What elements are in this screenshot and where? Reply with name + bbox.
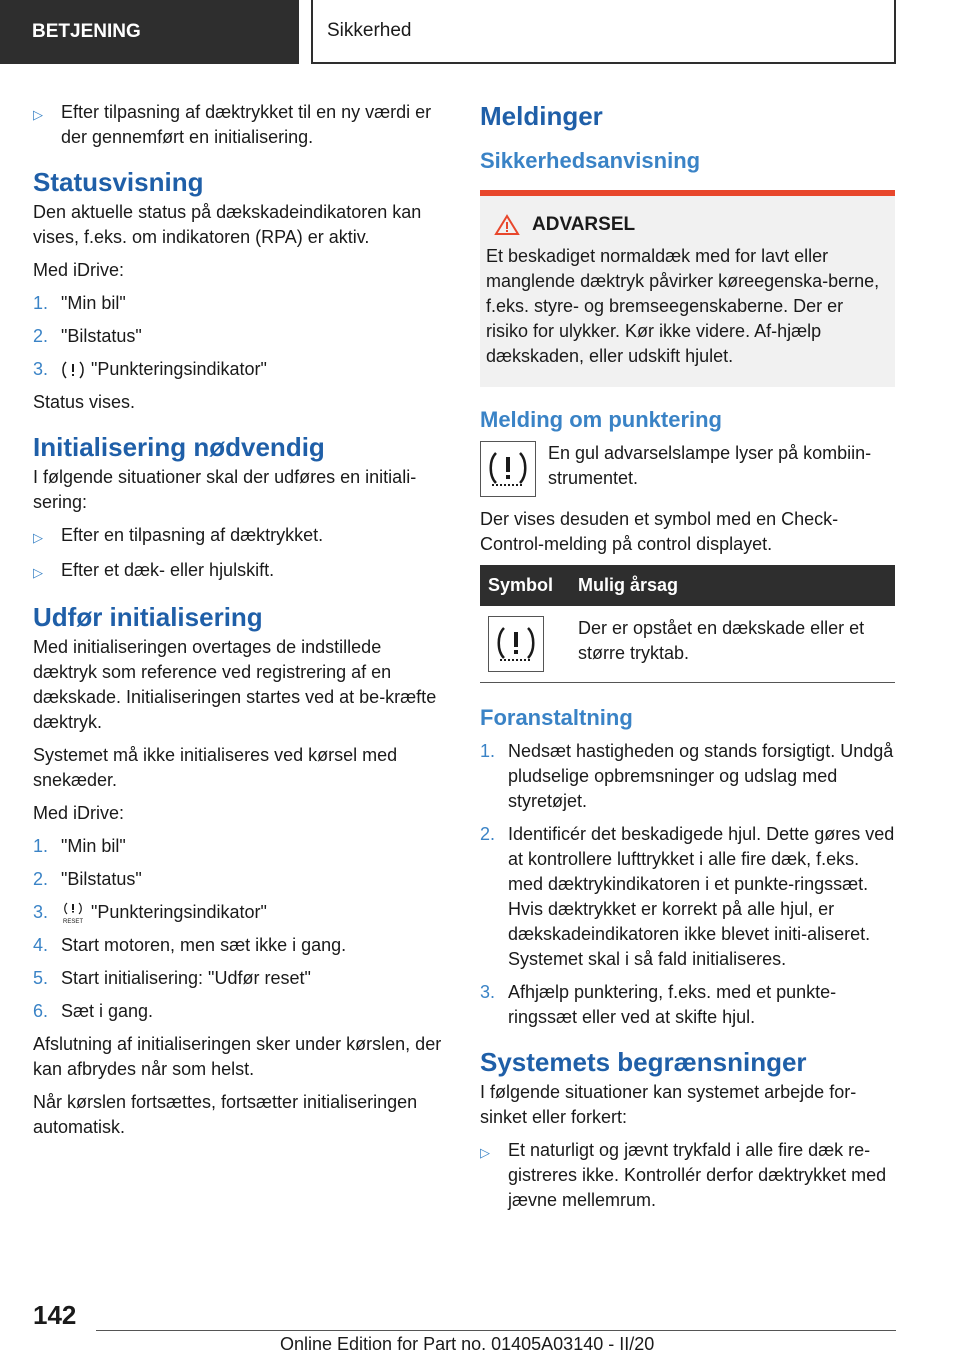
left-column: [33, 100, 443, 1148]
heading-status: Statusvisning: [33, 167, 204, 197]
paragraph: Den aktuelle status på dækskadeindikatoren kan vises, f.eks. om indikatoren (RPA) er aktiv.: [33, 202, 422, 247]
heading-measures: Foranstaltning: [480, 705, 633, 730]
list-item: 3. "Punkteringsindikator": [33, 359, 267, 379]
paragraph: Der vises desuden et symbol med en Check-Control-melding på control displayet.: [480, 509, 839, 554]
list-item: 6. Sæt i gang.: [33, 999, 443, 1024]
puncture-row: [480, 441, 895, 497]
footer-edition: Online Edition for Part no. 01405A03140 - II/20: [280, 1334, 655, 1354]
list-item-text: Efter en tilpasning af dæktrykket.: [61, 525, 324, 545]
paragraph: Når kørslen fortsættes, fortsætter initialiseringen automatisk.: [33, 1092, 418, 1137]
table-header-row: [480, 565, 895, 606]
list-item-text: Start initialisering: "Udfør reset": [61, 968, 311, 988]
header-section-label: BETJENING: [32, 21, 141, 42]
table-row: [480, 606, 895, 683]
warning-triangle-icon: [494, 214, 520, 236]
triangle-bullet-icon: ▷: [480, 1145, 490, 1160]
tire-pressure-icon: [61, 360, 85, 380]
list-item: [33, 523, 443, 550]
paragraph: Med iDrive:: [33, 803, 125, 823]
warning-box: [480, 190, 895, 387]
list-item-text: "Min bil": [61, 836, 126, 856]
list-item: 2. Identificér det beskadigede hjul. Dette gøres ved at kontrollere lufttrykket i alle fire dæk, f.eks. med dæktrykindikatoren i et punkte-ringssæt. Hvis dæktrykket er korrekt på alle hjul, er dækskadeindikatoren ikke blevet initi-aliseret. Systemet skal i så fald initialiseres.: [480, 822, 895, 972]
footer-divider: [96, 1330, 896, 1331]
list-item-text: "Punkteringsindikator": [91, 902, 267, 922]
heading-puncture: Melding om punktering: [480, 407, 722, 432]
table-header: Mulig årsag: [570, 565, 895, 606]
header-chapter: [311, 0, 896, 64]
triangle-bullet-icon: ▷: [33, 565, 43, 580]
paragraph: Med iDrive:: [33, 260, 125, 280]
warning-text: Et beskadiget normaldæk med for lavt eller manglende dæktryk påvirker køreegenska-berne, f.eks. styre- og bremseegenskaberne. Der er risiko for ulykker. Kør ikke videre. Af-hjælp dækskaden, eller udskift hjulet.: [486, 246, 880, 366]
list-item: 1. "Min bil": [33, 291, 443, 316]
heading-do-init: Udfør initialisering: [33, 602, 263, 632]
warning-title: [486, 214, 889, 236]
list-item-text: "Bilstatus": [61, 326, 142, 346]
svg-text:RESET: RESET: [62, 919, 84, 925]
paragraph: Status vises.: [33, 392, 136, 412]
paragraph: I følgende situationer kan systemet arbejde for-sinket eller forkert:: [480, 1082, 857, 1127]
heading-init-needed: Initialisering nødvendig: [33, 432, 325, 462]
paragraph: I følgende situationer skal der udføres en initiali-sering:: [33, 467, 417, 512]
list-item-text: "Bilstatus": [61, 869, 142, 889]
list-item: 2. "Bilstatus": [33, 324, 443, 349]
list-item-text: Sæt i gang.: [61, 1001, 154, 1021]
page-number: 142: [33, 1300, 77, 1330]
heading-messages: Meldinger: [480, 101, 603, 131]
table-header: Symbol: [480, 565, 570, 606]
heading-limits: Systemets begrænsninger: [480, 1047, 807, 1077]
table-cell-cause: Der er opstået en dækskade eller et større tryktab.: [570, 606, 895, 683]
list-item-text: Et naturligt og jævnt trykfald i alle fire dæk re-gistreres ikke. Kontrollér derfor dæktrykket med jævne mellemrum.: [508, 1140, 887, 1210]
tire-reset-icon: [61, 902, 85, 924]
measure-steps: [480, 739, 895, 1030]
list-item: 3. Afhjælp punktering, f.eks. med et punkte-ringssæt eller ved at skifte hjul.: [480, 980, 895, 1030]
list-item-text: Afhjælp punktering, f.eks. med et punkte-ringssæt eller ved at skifte hjul.: [508, 982, 837, 1027]
list-item: [33, 558, 443, 585]
paragraph: Med initialiseringen overtages de indstillede dæktryk som reference ved registrering af en dækskade. Initialiseringen startes ved at be-kræfte dæktryk.: [33, 637, 437, 732]
list-item-text: Efter tilpasning af dæktrykket til en ny værdi er der gennemført en initialisering.: [61, 102, 432, 147]
right-column: [480, 100, 895, 1221]
triangle-bullet-icon: ▷: [33, 107, 43, 122]
list-item: 1. Nedsæt hastigheden og stands forsigtigt. Undgå pludselige opbremsninger og udslag med styretøjet.: [480, 739, 895, 814]
table-cell-symbol: [480, 606, 570, 683]
tpms-warning-icon: [480, 441, 536, 497]
status-steps: [33, 291, 443, 382]
paragraph: En gul advarselslampe lyser på kombiin-strumentet.: [548, 443, 872, 488]
list-item: 5. Start initialisering: "Udfør reset": [33, 966, 443, 991]
tpms-warning-icon: [488, 616, 544, 672]
header-chapter-label: Sikkerhed: [327, 20, 412, 41]
list-item: 3. RESET "Punkteringsindikator": [33, 902, 267, 925]
init-steps: [33, 834, 443, 1024]
list-item-text: "Punkteringsindikator": [91, 359, 267, 379]
paragraph: Systemet må ikke initialiseres ved kørsel med snekæder.: [33, 745, 398, 790]
paragraph: Afslutning af initialiseringen sker under kørslen, der kan afbrydes når som helst.: [33, 1034, 442, 1079]
triangle-bullet-icon: ▷: [33, 530, 43, 545]
list-item-text: Start motoren, men sæt ikke i gang.: [61, 935, 347, 955]
list-item: 4. Start motoren, men sæt ikke i gang.: [33, 933, 443, 958]
heading-safety: Sikkerhedsanvisning: [480, 148, 701, 173]
list-item: 1. "Min bil": [33, 834, 443, 859]
list-item-text: Efter et dæk- eller hjulskift.: [61, 560, 275, 580]
warning-title-text: ADVARSEL: [532, 214, 636, 235]
header-section: [0, 0, 299, 64]
list-item: [480, 1138, 895, 1213]
list-item-text: Nedsæt hastigheden og stands forsigtigt. Undgå pludselige opbremsninger og udslag med styretøjet.: [508, 741, 894, 811]
symbol-table: [480, 565, 895, 683]
list-item-text: Identificér det beskadigede hjul. Dette gøres ved at kontrollere lufttrykket i alle fire dæk, f.eks. med dæktrykindikatoren i et punkte-ringssæt. Hvis dæktrykket er korrekt på alle hjul, er dækskadeindikatoren ikke blevet initi-aliseret. Systemet skal i så fald initialiseres.: [508, 824, 895, 969]
list-item: 2. "Bilstatus": [33, 867, 443, 892]
list-item: [33, 100, 443, 150]
list-item-text: "Min bil": [61, 293, 126, 313]
